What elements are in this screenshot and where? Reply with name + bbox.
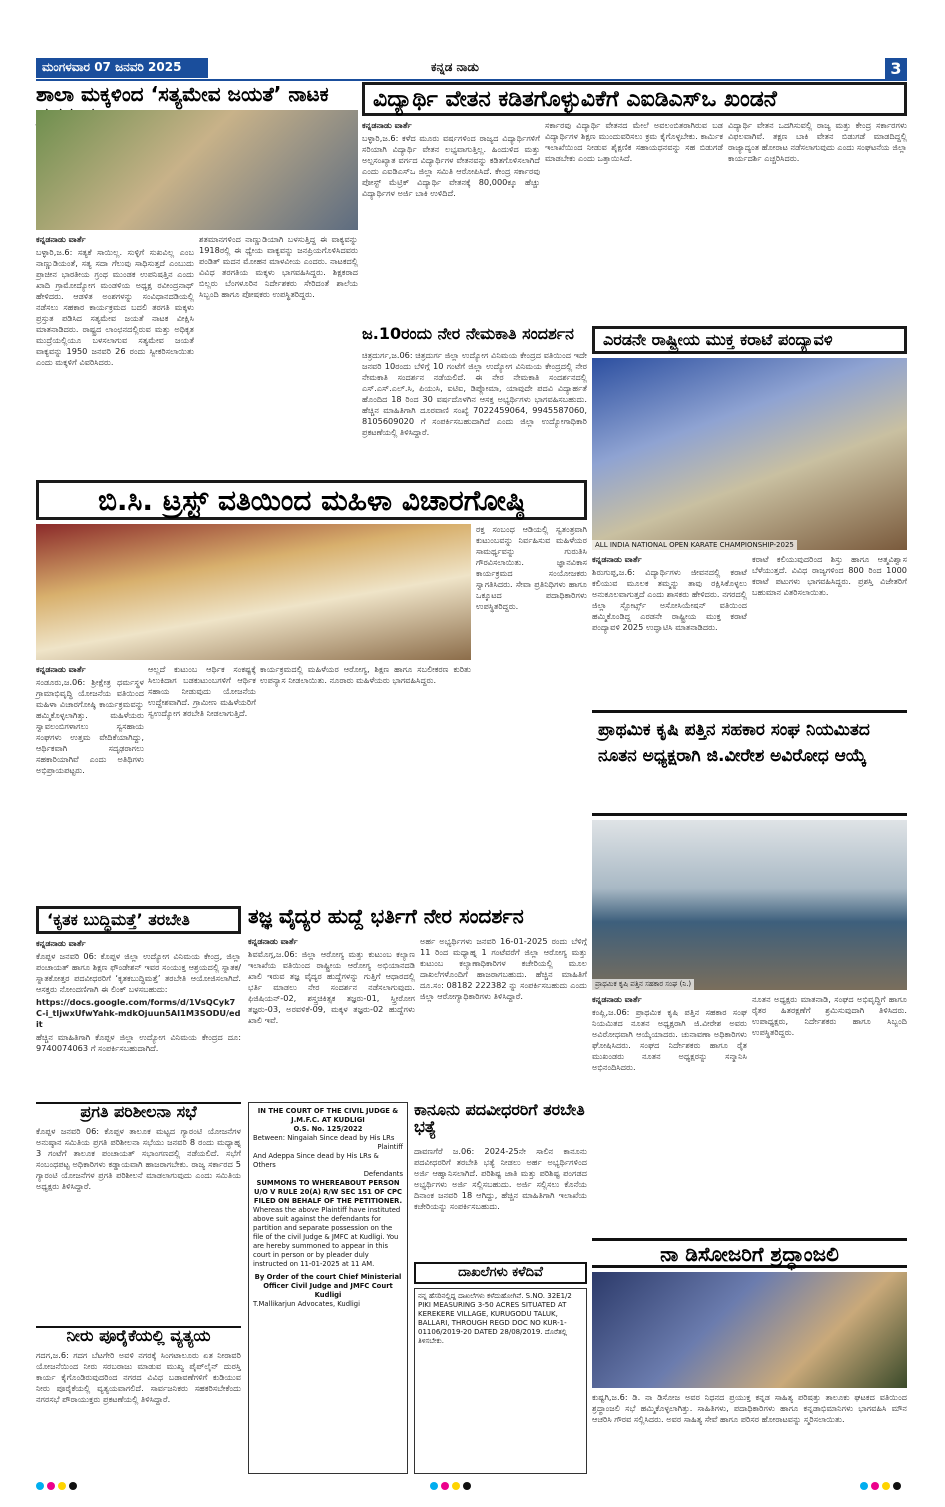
legal-notice-advocate: T.Mallikarjun Advocates, Kudligi	[253, 1300, 360, 1308]
article-a4-text1: ಶಿರುಗುಪ್ಪ,ಜ.6: ವಿದ್ಯಾರ್ಥಿಗಳು ಜೀವನದಲ್ಲಿ ಕರಾಟೆ ಕಲಿಯುವ ಮೂಲಕ ತಮ್ಮನ್ನು ತಾವು ರಕ್ಷಿಸಿಕೊಳ್ಳಲು ಅನುಕೂಲವಾಗುತ್ತದೆ ಎಂದು ಶಾಸಕರು ಹೇಳಿದರು. ನಗರದಲ್ಲಿ ಜಿಲ್ಲಾ ಸ್ಪೋರ್ಟ್ಸ್ ಅಸೋಸಿಯೇಷನ್ ವತಿಯಿಂದ ಹಮ್ಮಿಕೊಂಡಿದ್ದ ಎರಡನೇ ರಾಷ್ಟ್ರೀಯ ಮುಕ್ತ ಕರಾಟೆ ಪಂದ್ಯಾವಳಿ 2025 ಉದ್ಘಾಟಿಸಿ ಮಾತನಾಡಿದರು.	[592, 567, 747, 632]
article-a4-col2	[752, 554, 907, 704]
byline: ಕನ್ನಡನಾಡು ವಾರ್ತೆ	[36, 938, 86, 948]
article-a10-text2: ಅರ್ಹ ಅಭ್ಯರ್ಥಿಗಳು ಜನವರಿ 16-01-2025 ರಂದು ಬೆಳಿಗ್ಗೆ 11 ರಿಂದ ಮಧ್ಯಾಹ್ನ 1 ಗಂಟೆವರೆಗೆ ಜಿಲ್ಲಾ ಆರೋಗ್ಯ ಮತ್ತು ಕುಟುಂಬ ಕಲ್ಯಾಣಾಧಿಕಾರಿಗಳ ಕಚೇರಿಯಲ್ಲಿ ಮೂಲ ದಾಖಲೆಗಳೊಂದಿಗೆ ಹಾಜರಾಗಬಹುದು. ಹೆಚ್ಚಿನ ಮಾಹಿತಿಗೆ ದೂ.ಸಂ: 08182 222382 ನ್ನು ಸಂಪರ್ಕಿಸಬಹುದು ಎಂದು ಜಿಲ್ಲಾ ಆರೋಗ್ಯಾಧಿಕಾರಿಗಳು ತಿಳಿಸಿದ್ದಾರೆ.	[420, 936, 587, 1001]
headline-recruitment: ಜ.10ರಂದು ನೇರ ನೇಮಕಾತಿ ಸಂದರ್ಶನ	[362, 324, 574, 343]
article-a1-text2: ಶತಮಾನಗಳಿಂದ ನಾಣ್ಣುಡಿಯಾಗಿ ಬಳಸುತ್ತಿದ್ದ ಈ ವಾಕ್ಯವನ್ನು 1918ರಲ್ಲಿ ಈ ಧ್ಯೇಯ ವಾಕ್ಯವನ್ನು ಜನಪ್ರಿಯಗೊಳಿಸಿದವರು ಪಂಡಿತ್ ಮದನ ಮೋಹನ ಮಾಳವೀಯ ಎಂದರು. ನಾಟಕದಲ್ಲಿ ವಿವಿಧ ತರಗತಿಯ ಮಕ್ಕಳು ಭಾಗವಹಿಸಿದ್ದರು. ಶಿಕ್ಷಕರಾದ ಬಿಲ್ಲರು ಬೆಂಗಳೂರಿನ ನಿರ್ದೇಶಕರು ಸೇರಿದಂತೆ ಶಾಲೆಯ ಸಿಬ್ಬಂದಿ ಹಾಗೂ ಪೋಷಕರು ಉಪಸ್ಥಿತರಿದ್ದರು.	[199, 234, 358, 299]
building-sign: ಪ್ರಾಥಮಿಕ ಕೃಷಿ ಪತ್ತಿನ ಸಹಕಾರ ಸಂಘ (ನಿ.)	[592, 979, 694, 990]
black-dot	[893, 1482, 901, 1490]
article-a6-text1: ಕಂಪ್ಲಿ,ಜ.06: ಪ್ರಾಥಮಿಕ ಕೃಷಿ ಪತ್ತಿನ ಸಹಕಾರ ಸಂಘ ನಿಯಮಿತದ ನೂತನ ಅಧ್ಯಕ್ಷರಾಗಿ ಜಿ.ವೀರೇಶ ಅವರು ಅವಿರೋಧವಾಗಿ ಆಯ್ಕೆಯಾದರು. ಚುನಾವಣಾ ಅಧಿಕಾರಿಗಳು ಘೋಷಿಸಿದರು. ಸಂಘದ ನಿರ್ದೇಶಕರು ಹಾಗೂ ರೈತ ಮುಖಂಡರು ನೂತನ ಅಧ್ಯಕ್ಷರನ್ನು ಸನ್ಮಾನಿಸಿ ಅಭಿನಂದಿಸಿದರು.	[592, 1007, 747, 1072]
photo-school-children	[36, 110, 358, 230]
cyan-dot	[860, 1482, 868, 1490]
headline-satyameva-jayate: ಶಾಲಾ ಮಕ್ಕಳಿಂದ ‘ಸತ್ಯಮೇವ ಜಯತೆ’ ನಾಟಕ	[36, 82, 329, 106]
byline: ಕನ್ನಡನಾಡು ವಾರ್ತೆ	[592, 994, 642, 1004]
classified-title: ದಾಖಲೆಗಳು ಕಳೆದಿವೆ	[414, 1262, 587, 1284]
article-a4-col1	[592, 554, 747, 704]
article-a7-text: ಕೊಪ್ಪಳ ಜನವರಿ 06: ಕೊಪ್ಪಳ ಜಿಲ್ಲಾ ಉದ್ಯೋಗ ವಿನಿಮಯ ಕೇಂದ್ರ, ಜಿಲ್ಲಾ ಪಂಚಾಯತ್ ಹಾಗೂ ಶಿಕ್ಷಣ ಫೌಂಡೇಶನ್ ಇವರ ಸಂಯುಕ್ತ ಆಶ್ರಯದಲ್ಲಿ ಸ್ನಾತಕ/ಸ್ನಾತಕೋತ್ತರ ಪದವೀಧರರಿಗೆ ‘ಕೃತಕಬುದ್ಧಿಮತ್ತೆ’ ತರಬೇತಿ ಆಯೋಜಿಸಲಾಗಿದೆ. ಆಸಕ್ತರು ನೋಂದಣಿಗಾಗಿ ಈ ಲಿಂಕ್ ಬಳಸಬಹುದು:	[36, 951, 241, 994]
photo-tribute	[592, 1272, 907, 1388]
masthead-rule	[36, 79, 907, 81]
color-registration-center	[430, 1482, 510, 1494]
legal-notice	[248, 1102, 408, 1474]
article-a10-text1: ಶಿವಮೊಗ್ಗ,ಜ.06: ಜಿಲ್ಲಾ ಆರೋಗ್ಯ ಮತ್ತು ಕುಟುಂಬ ಕಲ್ಯಾಣ ಇಲಾಖೆಯ ವತಿಯಿಂದ ರಾಷ್ಟ್ರೀಯ ಆರೋಗ್ಯ ಅಭಿಯಾನದಡಿ ಖಾಲಿ ಇರುವ ತಜ್ಞ ವೈದ್ಯರ ಹುದ್ದೆಗಳನ್ನು ಗುತ್ತಿಗೆ ಆಧಾರದಲ್ಲಿ ಭರ್ತಿ ಮಾಡಲು ನೇರ ಸಂದರ್ಶನ ನಡೆಸಲಾಗುವುದು. ಫಿಜಿಷಿಯನ್-02, ಶಸ್ತ್ರಚಿಕಿತ್ಸಕ ತಜ್ಞರು-01, ಸ್ತ್ರೀರೋಗ ತಜ್ಞರು-03, ಅರವಳಿಕೆ-09, ಮಕ್ಕಳ ತಜ್ಞರು-02 ಹುದ್ದೆಗಳು ಖಾಲಿ ಇವೆ.	[248, 949, 415, 1025]
legal-notice-plaintiff: Plaintiff	[377, 1143, 403, 1151]
article-a2-col3	[728, 120, 907, 320]
article-a5-col2	[148, 664, 256, 900]
classified-text: ನನ್ನ ಹೆಸರಿನಲ್ಲಿದ್ದ ದಾಖಲೆಗಳು ಕಳೆದುಹೋಗಿವೆ. S.NO. 32E1/2 PIKI MEASURING 3-50 ACRES SITUATED AT KEREKERE VILLAGE, KURUGODU TALUK, BALLARI, THROUGH REGD DOC NO KUR-1-01106/2019-20 DATED 28/08/2019. ದೊರೆತಲ್ಲಿ ತಿಳಿಸಬೇಕು.	[414, 1288, 587, 1474]
article-a8-text: ಕೊಪ್ಪಳ ಜನವರಿ 06: ಕೊಪ್ಪಳ ತಾಲೂಕ ಮಟ್ಟದ ಗ್ಯಾರಂಟಿ ಯೋಜನೆಗಳ ಅನುಷ್ಠಾನ ಸಮಿತಿಯ ಪ್ರಗತಿ ಪರಿಶೀಲನಾ ಸಭೆಯು ಜನವರಿ 8 ರಂದು ಮಧ್ಯಾಹ್ನ 3 ಗಂಟೆಗೆ ತಾಲೂಕ ಪಂಚಾಯತ್ ಸಭಾಂಗಣದಲ್ಲಿ ನಡೆಯಲಿದೆ. ಸಭೆಗೆ ಸಂಬಂಧಪಟ್ಟ ಅಧಿಕಾರಿಗಳು ಕಡ್ಡಾಯವಾಗಿ ಹಾಜರಾಗಬೇಕು. ರಾಜ್ಯ ಸರ್ಕಾರದ 5 ಗ್ಯಾರಂಟಿ ಯೋಜನೆಗಳ ಪ್ರಗತಿ ಪರಿಶೀಲನೆ ಮಾಡಲಾಗುವುದು ಎಂದು ಸಮಿತಿಯ ಅಧ್ಯಕ್ಷರು ತಿಳಿಸಿದ್ದಾರೆ.	[36, 1126, 241, 1191]
headline-tribute: ನಾ ಡಿಸೋಜರಿಗೆ ಶ್ರದ್ಧಾಂಜಲಿ	[592, 1238, 907, 1268]
headline-progress-meeting: ಪ್ರಗತಿ ಪರಿಶೀಲನಾ ಸಭೆ	[36, 1102, 241, 1124]
black-dot	[463, 1482, 471, 1490]
photo-coop-building	[592, 820, 907, 990]
issue-date: ಮಂಗಳವಾರ 07 ಜನವರಿ 2025	[36, 58, 208, 78]
cyan-dot	[36, 1482, 44, 1490]
headline-aidso: ವಿದ್ಯಾರ್ಥಿ ವೇತನ ಕಡಿತಗೊಳ್ಳುವಿಕೆಗೆ ಎಐಡಿಎಸ್‌ಒ ಖಂಡನೆ	[362, 82, 907, 116]
article-a5-col3	[260, 664, 471, 900]
headline-coop-society: ಪ್ರಾಥಮಿಕ ಕೃಷಿ ಪತ್ತಿನ ಸಹಕಾರ ಸಂಘ ನಿಯಮಿತದ ನೂತನ ಅಧ್ಯಕ್ಷರಾಗಿ ಜಿ.ವೀರೇಶ ಅವಿರೋಧ ಆಯ್ಕೆ	[592, 710, 907, 816]
registration-link[interactable]: https://docs.google.com/forms/d/1VsQCyk7C-i_tljwxUfwYahk-mdkOjuun5AI1M3SODU/edit	[36, 997, 241, 1029]
headline-bc-trust: ಬಿ.ಸಿ. ಟ್ರಸ್ಟ್ ವತಿಯಿಂದ ಮಹಿಳಾ ವಿಚಾರಗೋಷ್ಠಿ	[36, 480, 587, 520]
article-a5-text2: ಆಲ್ಲದೆ ಕುಟುಂಬ ಆರ್ಥಿಕ ಸಂಕಷ್ಟಕ್ಕೆ ಸಿಲುಕಿದಾಗ ಬಡಕುಟುಂಬಗಳಿಗೆ ಆರ್ಥಿಕ ಸಹಾಯ ನೀಡುವುದು ಯೋಜನೆಯ ಉದ್ದೇಶವಾಗಿದೆ. ಗ್ರಾಮೀಣ ಮಹಿಳೆಯರಿಗೆ ಸ್ವಉದ್ಯೋಗ ತರಬೇತಿ ನೀಡಲಾಗುತ್ತಿದೆ.	[148, 664, 256, 718]
byline: ಕನ್ನಡನಾಡು ವಾರ್ತೆ	[248, 936, 298, 946]
article-a1-text1: ಬಳ್ಳಾರಿ,ಜ.6: ಸತ್ಯಕೆ ಸಾಯಿಲ್ಲ. ಸುಳ್ಳಿಗೆ ಸುಖವಿಲ್ಲ ಎಂಬ ನಾಣ್ಣುಡಿಯಂತೆ, ಸತ್ಯ ಸದಾ ಗೆಲುವು ಸಾಧಿಸುತ್ತದೆ ಎಂಬುದು ಪ್ರಾಚೀನ ಭಾರತೀಯ ಗ್ರಂಥ ಮುಂಡಕ ಉಪನಿಷತ್ತಿನ ಎಂದು ಖಾದಿ ಗ್ರಾಮೋದ್ಯೋಗ ಮಂಡಳಿಯ ಅಧ್ಯಕ್ಷ ರವೀಂದ್ರನಾಥ್ ಹೇಳಿದರು. ಆಡಳಿತ ಅಂಶಗಳನ್ನು ಸಂವಿಧಾನದಡಿಯಲ್ಲಿ ನಡೆಸಲು ಸಹಕಾರ ಕಾರ್ಯಕ್ರಮದ ಬದಲಿ ತರಗತಿ ಮಕ್ಕಳು ಪ್ರಸ್ತುತ ಪಡಿಸಿದ ಸತ್ಯಮೇವ ಜಯತೆ ನಾಟಕ ವೀಕ್ಷಿಸಿ ಮಾತನಾಡಿದರು. ರಾಷ್ಟ್ರದ ಲಾಂಛನದಲ್ಲಿರುವ ಮತ್ತು ಅಧಿಕೃತ ಮುದ್ರೆಯಲ್ಲಿಯೂ ಬಳಸಲಾಗುವ ಸತ್ಯಮೇವ ಜಯತೆ ವಾಕ್ಯವನ್ನು 1950 ಜನವರಿ 26 ರಂದು ಸ್ವೀಕರಿಸಲಾಯಿತು ಎಂದು ಮಕ್ಕಳಿಗೆ ವಿವರಿಸಿದರು.	[36, 247, 194, 367]
article-a7	[36, 938, 241, 1098]
photo-women-seminar	[36, 524, 471, 660]
article-a11-text: ದಾವಣಗೆರೆ ಜ.06: 2024-25ನೇ ಸಾಲಿನ ಕಾನೂನು ಪದವೀಧರರಿಗೆ ತರಬೇತಿ ಭತ್ಯೆ ನೀಡಲು ಅರ್ಹ ಅಭ್ಯರ್ಥಿಗಳಿಂದ ಅರ್ಜಿ ಆಹ್ವಾನಿಸಲಾಗಿದೆ. ಪರಿಶಿಷ್ಟ ಜಾತಿ ಮತ್ತು ಪರಿಶಿಷ್ಟ ಪಂಗಡದ ಅಭ್ಯರ್ಥಿಗಳು ಅರ್ಜಿ ಸಲ್ಲಿಸಬಹುದು. ಅರ್ಜಿ ಸಲ್ಲಿಸಲು ಕೊನೆಯ ದಿನಾಂಕ ಜನವರಿ 18 ಆಗಿದ್ದು, ಹೆಚ್ಚಿನ ಮಾಹಿತಿಗಾಗಿ ಇಲಾಖೆಯ ಕಚೇರಿಯನ್ನು ಸಂಪರ್ಕಿಸಬಹುದು.	[414, 1146, 587, 1211]
magenta-dot	[47, 1482, 55, 1490]
article-a5-text4: ರಕ್ತ ಸಂಬಂಧ ಆಡಿಯಲ್ಲಿ ಸ್ವತಂತ್ರವಾಗಿ ಕುಟುಂಬವನ್ನು ನಿರ್ವಹಿಸುವ ಮಹಿಳೆಯರ ಸಾಮರ್ಥ್ಯವನ್ನು ಗುರುತಿಸಿ ಗೌರವಿಸಲಾಯಿತು. ಜ್ಞಾನವಿಕಾಸ ಕಾರ್ಯಕ್ರಮದ ಸಂಯೋಜಕರು ಸ್ವಾಗತಿಸಿದರು. ಸೇವಾ ಪ್ರತಿನಿಧಿಗಳು ಹಾಗೂ ಒಕ್ಕೂಟದ ಪದಾಧಿಕಾರಿಗಳು ಉಪಸ್ಥಿತರಿದ್ದರು.	[476, 524, 587, 611]
legal-notice-between: Between: Ningaiah Since dead by His LRs	[253, 1134, 395, 1142]
headline-doctors-recruitment: ತಜ್ಞ ವೈದ್ಯರ ಹುದ್ದೆ ಭರ್ತಿಗೆ ನೇರ ಸಂದರ್ಶನ	[248, 904, 524, 928]
yellow-dot	[882, 1482, 890, 1490]
paper-name: ಕನ್ನಡ ನಾಡು	[431, 60, 479, 74]
yellow-dot	[58, 1482, 66, 1490]
article-a5-text3: ಕಾರ್ಯಕ್ರಮದಲ್ಲಿ ಮಹಿಳೆಯರ ಆರೋಗ್ಯ, ಶಿಕ್ಷಣ ಹಾಗೂ ಸಬಲೀಕರಣ ಕುರಿತು ಉಪನ್ಯಾಸ ನೀಡಲಾಯಿತು. ನೂರಾರು ಮಹಿಳೆಯರು ಭಾಗವಹಿಸಿದ್ದರು.	[260, 664, 471, 685]
legal-notice-and: And Adeppa Since dead by His LRs & Others	[253, 1152, 379, 1169]
headline-karate: ಎರಡನೇ ರಾಷ್ಟ್ರೀಯ ಮುಕ್ತ ಕರಾಟೆ ಪಂದ್ಯಾವಳಿ	[592, 326, 907, 354]
article-a6-col1	[592, 994, 747, 1234]
article-a2-text1: ಬಳ್ಳಾರಿ,ಜ.6: ಕಳೆದ ಮೂರು ವರ್ಷಗಳಿಂದ ರಾಜ್ಯದ ವಿದ್ಯಾರ್ಥಿಗಳಿಗೆ ಸರಿಯಾಗಿ ವಿದ್ಯಾರ್ಥಿ ವೇತನ ಲಭ್ಯವಾಗುತ್ತಿಲ್ಲ. ಹಿಂದುಳಿದ ಮತ್ತು ಅಲ್ಪಸಂಖ್ಯಾತ ವರ್ಗದ ವಿದ್ಯಾರ್ಥಿಗಳ ವೇತನವನ್ನು ಕಡಿತಗೊಳಿಸಲಾಗಿದೆ ಎಂದು ಎಐಡಿಎಸ್‌ಒ ಜಿಲ್ಲಾ ಸಮಿತಿ ಆರೋಪಿಸಿದೆ. ಕೇಂದ್ರ ಸರ್ಕಾರವು ಪೋಸ್ಟ್ ಮೆಟ್ರಿಕ್ ವಿದ್ಯಾರ್ಥಿ ವೇತನಕ್ಕೆ 80,000ಕ್ಕೂ ಹೆಚ್ಚು ವಿದ್ಯಾರ್ಥಿಗಳ ಅರ್ಜಿ ಬಾಕಿ ಉಳಿದಿದೆ.	[362, 133, 540, 198]
article-a4-text2: ಕರಾಟೆ ಕಲಿಯುವುದರಿಂದ ಶಿಸ್ತು ಹಾಗೂ ಆತ್ಮವಿಶ್ವಾಸ ಬೆಳೆಯುತ್ತದೆ. ವಿವಿಧ ರಾಜ್ಯಗಳಿಂದ 800 ರಿಂದ 1000 ಕರಾಟೆ ಪಟುಗಳು ಭಾಗವಹಿಸಿದ್ದರು. ಪ್ರಶಸ್ತಿ ವಿಜೇತರಿಗೆ ಬಹುಮಾನ ವಿತರಿಸಲಾಯಿತು.	[752, 554, 907, 597]
article-a5-text1: ಸಂಡೂರು,ಜ.06: ಶ್ರೀಕ್ಷೇತ್ರ ಧರ್ಮಸ್ಥಳ ಗ್ರಾಮಾಭಿವೃದ್ಧಿ ಯೋಜನೆಯ ವತಿಯಿಂದ ಮಹಿಳಾ ವಿಚಾರಗೋಷ್ಠಿ ಕಾರ್ಯಕ್ರಮವನ್ನು ಹಮ್ಮಿಕೊಳ್ಳಲಾಗಿತ್ತು. ಮಹಿಳೆಯರು ಸ್ವಾವಲಂಬಿಗಳಾಗಲು ಸ್ವಸಹಾಯ ಸಂಘಗಳು ಉತ್ತಮ ವೇದಿಕೆಯಾಗಿದ್ದು, ಆರ್ಥಿಕವಾಗಿ ಸದೃಢರಾಗಲು ಸಹಕಾರಿಯಾಗಿವೆ ಎಂದು ಅತಿಥಿಗಳು ಅಭಿಪ್ರಾಯಪಟ್ಟರು.	[36, 677, 144, 775]
color-registration-right	[860, 1482, 910, 1494]
byline: ಕನ್ನಡನಾಡು ವಾರ್ತೆ	[362, 120, 412, 130]
black-dot	[69, 1482, 77, 1490]
article-a7-text-end: ಹೆಚ್ಚಿನ ಮಾಹಿತಿಗಾಗಿ ಕೊಪ್ಪಳ ಜಿಲ್ಲಾ ಉದ್ಯೋಗ ವಿನಿಮಯ ಕೇಂದ್ರದ ದೂ: 9740074063 ಗೆ ಸಂಪರ್ಕಿಸಬಹುದಾಗಿದೆ.	[36, 1032, 241, 1053]
color-registration-left	[36, 1482, 116, 1494]
headline-water-supply: ನೀರು ಪೂರೈಕೆಯಲ್ಲಿ ವ್ಯತ್ಯಯ	[36, 1326, 241, 1348]
page-number: 3	[885, 58, 907, 80]
article-a1-col2	[199, 234, 358, 474]
article-a2-text2: ಸರ್ಕಾರವು ವಿದ್ಯಾರ್ಥಿ ವೇತನದ ಮೇಲೆ ಅವಲಂಬಿತರಾಗಿರುವ ಬಡ ವಿದ್ಯಾರ್ಥಿಗಳ ಶಿಕ್ಷಣ ಮುಂದುವರಿಸಲು ಕ್ರಮ ಕೈಗೊಳ್ಳಬೇಕು. ಕಾರ್ಮಿಕ ಇಲಾಖೆಯಿಂದ ನೀಡುವ ಶೈಕ್ಷಣಿಕ ಸಹಾಯಧನವನ್ನು ಸಹ ಬಿಡುಗಡೆ ಮಾಡಬೇಕು ಎಂದು ಒತ್ತಾಯಿಸಿದೆ.	[545, 120, 723, 163]
article-a6-text2: ನೂತನ ಅಧ್ಯಕ್ಷರು ಮಾತನಾಡಿ, ಸಂಘದ ಅಭಿವೃದ್ಧಿಗೆ ಹಾಗೂ ರೈತರ ಹಿತರಕ್ಷಣೆಗೆ ಶ್ರಮಿಸುವುದಾಗಿ ತಿಳಿಸಿದರು. ಉಪಾಧ್ಯಕ್ಷರು, ನಿರ್ದೇಶಕರು ಹಾಗೂ ಸಿಬ್ಬಂದಿ ಉಪಸ್ಥಿತರಿದ್ದರು.	[752, 994, 907, 1037]
article-a2-col2	[545, 120, 723, 320]
photo-karate-stage	[592, 358, 907, 550]
legal-notice-summons: SUMMONS TO WHEREABOUT PERSON U/O V RULE 20(A) R/W SEC 151 OF CPC FILED ON BEHALF OF THE PETITIONER.	[253, 1179, 403, 1205]
legal-notice-text: Whereas the above Plaintiff have instituted above suit against the defendants for partition and separate possession on the file of the civil Judge & JMFC at Kudligi. You are hereby summoned to appear in this court in person or by pleader duly instructed on 11-01-2025 at 11 AM.	[253, 1206, 401, 1268]
article-a10-col2	[420, 936, 587, 1096]
headline-law-graduates: ಕಾನೂನು ಪದವೀಧರರಿಗೆ ತರಬೇತಿ ಭತ್ಯೆ	[414, 1100, 585, 1136]
byline: ಕನ್ನಡನಾಡು ವಾರ್ತೆ	[36, 664, 86, 674]
byline: ಕನ್ನಡನಾಡು ವಾರ್ತೆ	[36, 234, 86, 244]
article-a2-text3: ವಿದ್ಯಾರ್ಥಿ ವೇತನ ಒದಗಿಸುವಲ್ಲಿ ರಾಜ್ಯ ಮತ್ತು ಕೇಂದ್ರ ಸರ್ಕಾರಗಳು ವಿಫಲವಾಗಿವೆ. ತಕ್ಷಣ ಬಾಕಿ ವೇತನ ಬಿಡುಗಡೆ ಮಾಡದಿದ್ದಲ್ಲಿ ರಾಜ್ಯಾದ್ಯಂತ ಹೋರಾಟ ನಡೆಸಲಾಗುವುದು ಎಂದು ಸಂಘಟನೆಯ ಜಿಲ್ಲಾ ಕಾರ್ಯದರ್ಶಿ ಎಚ್ಚರಿಸಿದರು.	[728, 120, 907, 163]
article-a3-text: ಚಿತ್ರದುರ್ಗ,ಜ.06: ಚಿತ್ರದುರ್ಗ ಜಿಲ್ಲಾ ಉದ್ಯೋಗ ವಿನಿಮಯ ಕೇಂದ್ರದ ವತಿಯಿಂದ ಇದೇ ಜನವರಿ 10ರಂದು ಬೆಳಿಗ್ಗೆ 10 ಗಂಟೆಗೆ ಜಿಲ್ಲಾ ಉದ್ಯೋಗ ವಿನಿಮಯ ಕೇಂದ್ರದಲ್ಲಿ ನೇರ ನೇಮಕಾತಿ ಸಂದರ್ಶನ ನಡೆಯಲಿದೆ. ಈ ನೇರ ನೇಮಕಾತಿ ಸಂದರ್ಶನದಲ್ಲಿ ಎಸ್.ಎಸ್.ಎಲ್.ಸಿ, ಪಿಯುಸಿ, ಐಟಿಐ, ಡಿಪ್ಲೋಮಾ, ಯಾವುದೇ ಪದವಿ ವಿದ್ಯಾರ್ಹತೆ ಹೊಂದಿದ 18 ರಿಂದ 30 ವರ್ಷದೊಳಗಿನ ಆಸಕ್ತ ಅಭ್ಯರ್ಥಿಗಳು ಭಾಗವಹಿಸಬಹುದು. ಹೆಚ್ಚಿನ ಮಾಹಿತಿಗಾಗಿ ದೂರವಾಣಿ ಸಂಖ್ಯೆ 7022459064, 9945587060, 8105609020 ಗೆ ಸಂಪರ್ಕಿಸಬಹುದಾಗಿದೆ ಎಂದು ಜಿಲ್ಲಾ ಉದ್ಯೋಗಾಧಿಕಾರಿ ಪ್ರಕಟಣೆಯಲ್ಲಿ ತಿಳಿಸಿದ್ದಾರೆ.	[362, 350, 587, 437]
headline-ai-training: ‘ಕೃತಕ ಬುದ್ಧಿಮತ್ತೆ’ ತರಬೇತಿ	[36, 906, 241, 934]
article-a5-col1	[36, 664, 144, 900]
article-a12-text: ಕುಷ್ಟಗಿ,ಜ.6: ಡಿ. ನಾ ಡಿಸೋಜ ಅವರ ನಿಧನದ ಪ್ರಯುಕ್ತ ಕನ್ನಡ ಸಾಹಿತ್ಯ ಪರಿಷತ್ತು ತಾಲೂಕು ಘಟಕದ ವತಿಯಿಂದ ಶ್ರದ್ಧಾಂಜಲಿ ಸಭೆ ಹಮ್ಮಿಕೊಳ್ಳಲಾಗಿತ್ತು. ಸಾಹಿತಿಗಳು, ಪದಾಧಿಕಾರಿಗಳು ಹಾಗೂ ಕನ್ನಡಾಭಿಮಾನಿಗಳು ಭಾಗವಹಿಸಿ ಮೌನ ಆಚರಿಸಿ ಗೌರವ ಸಲ್ಲಿಸಿದರು. ಅವರ ಸಾಹಿತ್ಯ ಸೇವೆ ಹಾಗೂ ಪರಿಸರ ಹೋರಾಟವನ್ನು ಸ್ಮರಿಸಲಾಯಿತು.	[592, 1392, 907, 1424]
legal-notice-title: IN THE COURT OF THE CIVIL JUDGE & J.M.F.C. AT KUDLIGI	[257, 1107, 399, 1124]
article-a10-col1	[248, 936, 415, 1096]
article-a2-col1	[362, 120, 540, 320]
article-a6-col2	[752, 994, 907, 1234]
article-a5-col4	[476, 524, 587, 900]
article-a9-text: ಗದಗ,ಜ.6: ಗದಗ ಬೆಟಗೇರಿ ಅವಳಿ ನಗರಕ್ಕೆ ಸಿಂಗಟಾಲೂರು ಏತ ನೀರಾವರಿ ಯೋಜನೆಯಿಂದ ನೀರು ಸರಬರಾಜು ಮಾಡುವ ಮುಖ್ಯ ಪೈಪ್‌ಲೈನ್ ದುರಸ್ತಿ ಕಾರ್ಯ ಕೈಗೊಂಡಿರುವುದರಿಂದ ನಗರದ ವಿವಿಧ ಬಡಾವಣೆಗಳಿಗೆ ಕುಡಿಯುವ ನೀರು ಪೂರೈಕೆಯಲ್ಲಿ ವ್ಯತ್ಯಯವಾಗಲಿದೆ. ಸಾರ್ವಜನಿಕರು ಸಹಕರಿಸಬೇಕೆಂದು ನಗರಸಭೆ ಪೌರಾಯುಕ್ತರು ಪ್ರಕಟಣೆಯಲ್ಲಿ ತಿಳಿಸಿದ್ದಾರೆ.	[36, 1350, 241, 1404]
magenta-dot	[441, 1482, 449, 1490]
legal-notice-case: O.S. No. 125/2022	[293, 1125, 363, 1133]
magenta-dot	[871, 1482, 879, 1490]
byline: ಕನ್ನಡನಾಡು ವಾರ್ತೆ	[592, 554, 642, 564]
legal-notice-defendants: Defendants	[363, 1170, 403, 1178]
legal-notice-order: By Order of the court Chief Ministerial Officer Civil Judge and JMFC Court Kudligi	[254, 1273, 402, 1299]
banner-text: ALL INDIA NATIONAL OPEN KARATE CHAMPIONSHIP-2025	[592, 540, 797, 550]
yellow-dot	[452, 1482, 460, 1490]
article-a1-col1	[36, 234, 194, 474]
cyan-dot	[430, 1482, 438, 1490]
